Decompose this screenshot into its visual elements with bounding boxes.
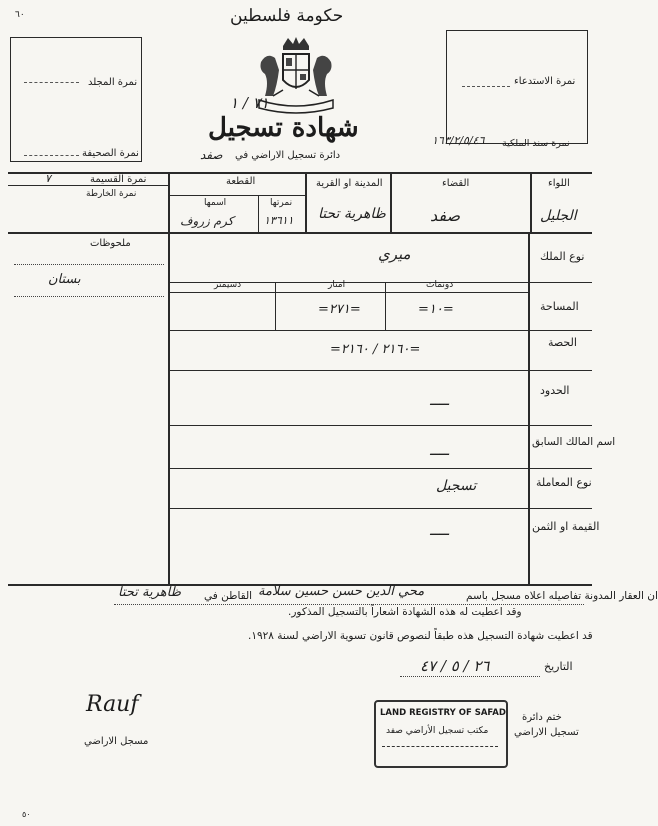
parcel-name-value: كرم زروف [180,214,234,228]
area-meter-value: =٢٧١= [318,302,361,317]
transaction-type-value: تسجيل [436,478,477,494]
land-department-label: دائرة تسجيل الاراضي في [235,150,341,161]
corner-mark: ٦٠ [15,10,25,20]
district-header: اللواء [548,178,570,189]
seal-label-2: تسجيل الاراضي [514,727,579,738]
statement-line1-prefix: ان العقار المدونة تفاصيله اعلاه مسجل باسم [466,590,658,602]
area-dunam-label: دونمات [426,280,454,290]
subdistrict-value: صفد [430,206,461,225]
property-type-value: ميري [378,245,411,263]
subdistrict-header: القضاء [442,178,470,189]
area-decimeter-label: دسيمتر [214,280,242,290]
registrar-signature: Rauf [86,692,139,717]
seal-label-1: ختم دائرة [522,712,562,723]
district-value: الجليل [540,208,577,224]
share-value: =٢١٦٠ / ٢١٦٠= [330,342,421,357]
notes-label: ملحوظات [90,238,131,249]
residence-value: ظاهرية تحتا [118,585,181,600]
area-dunam-value: =١٠= [418,302,454,317]
parcel-number-value: ١٣٦١١ [264,214,294,227]
government-heading: حكومة فلسطين [230,6,344,26]
transaction-type-label: نوع المعاملة [536,476,592,489]
previous-owner-label: اسم المالك السابق [532,436,616,448]
parcel-header: القطعة [226,176,256,187]
area-label: المساحة [540,300,579,313]
owner-name: محي الدين حسن حسين سلامة [258,584,425,599]
handwritten-reference: ٧١ / ١ [230,94,269,112]
page-number-label: نمرة الصحيفة [82,148,139,159]
land-registry-stamp [374,700,508,768]
date-value: ٢٦ / ٥ / ٤٧ [420,657,490,675]
statement-line2: وقد اعطيت له هذه الشهادة اشعاراً بالتسجيل المذكور. [288,606,522,618]
town-value: ظاهرية تحتا [318,206,386,222]
parcel-number-header: نمرتها [270,198,293,208]
stamp-text-ar: مكتب تسجيل الأراضي صفد [386,726,489,736]
volume-page-box [10,37,142,162]
parcel-name-header: اسمها [204,198,227,208]
notes-value: بستان [48,272,81,287]
previous-owner-dash: ــــ [430,440,449,459]
certificate-title: شهادة تسجيل [208,113,359,143]
map-number-header: نمرة الخارطة [86,189,137,199]
town-header: المدينة او القرية [316,178,383,189]
application-number-box [446,30,588,144]
volume-number-label: نمرة المجلد [88,77,138,88]
stamp-text-en: LAND REGISTRY OF SAFAD [380,708,506,718]
registrar-label: مسجل الاراضي [84,736,149,747]
statement-line1-suffix: القاطن في [204,590,253,602]
value-dash: ــــ [430,520,449,539]
plot-number-header: نمرة القسيمة [90,174,147,185]
statement-line3: قد اعطيت شهادة التسجيل هذه طبقاً لنصوص قانون تسوية الاراضي لسنة ١٩٢٨. [248,630,593,642]
ownership-bond-value: ١٦٣/٢/٥/٤٦ [432,134,485,147]
boundaries-dash: ــــ [430,390,449,409]
property-type-label: نوع الملك [540,250,585,263]
value-label: القيمة او الثمن [532,520,600,533]
area-meter-label: امتار [328,280,346,290]
boundaries-label: الحدود [540,384,570,397]
ownership-bond-label: نمرة سند الملكية [502,138,570,149]
bottom-mark: ٥٠ [22,810,31,819]
date-label: التاريخ [544,660,573,673]
application-number-label: نمرة الاستدعاء [514,76,576,87]
land-department-value: صفد [200,148,223,162]
share-label: الحصة [548,336,577,349]
plot-number-value: ٧ [45,172,51,185]
